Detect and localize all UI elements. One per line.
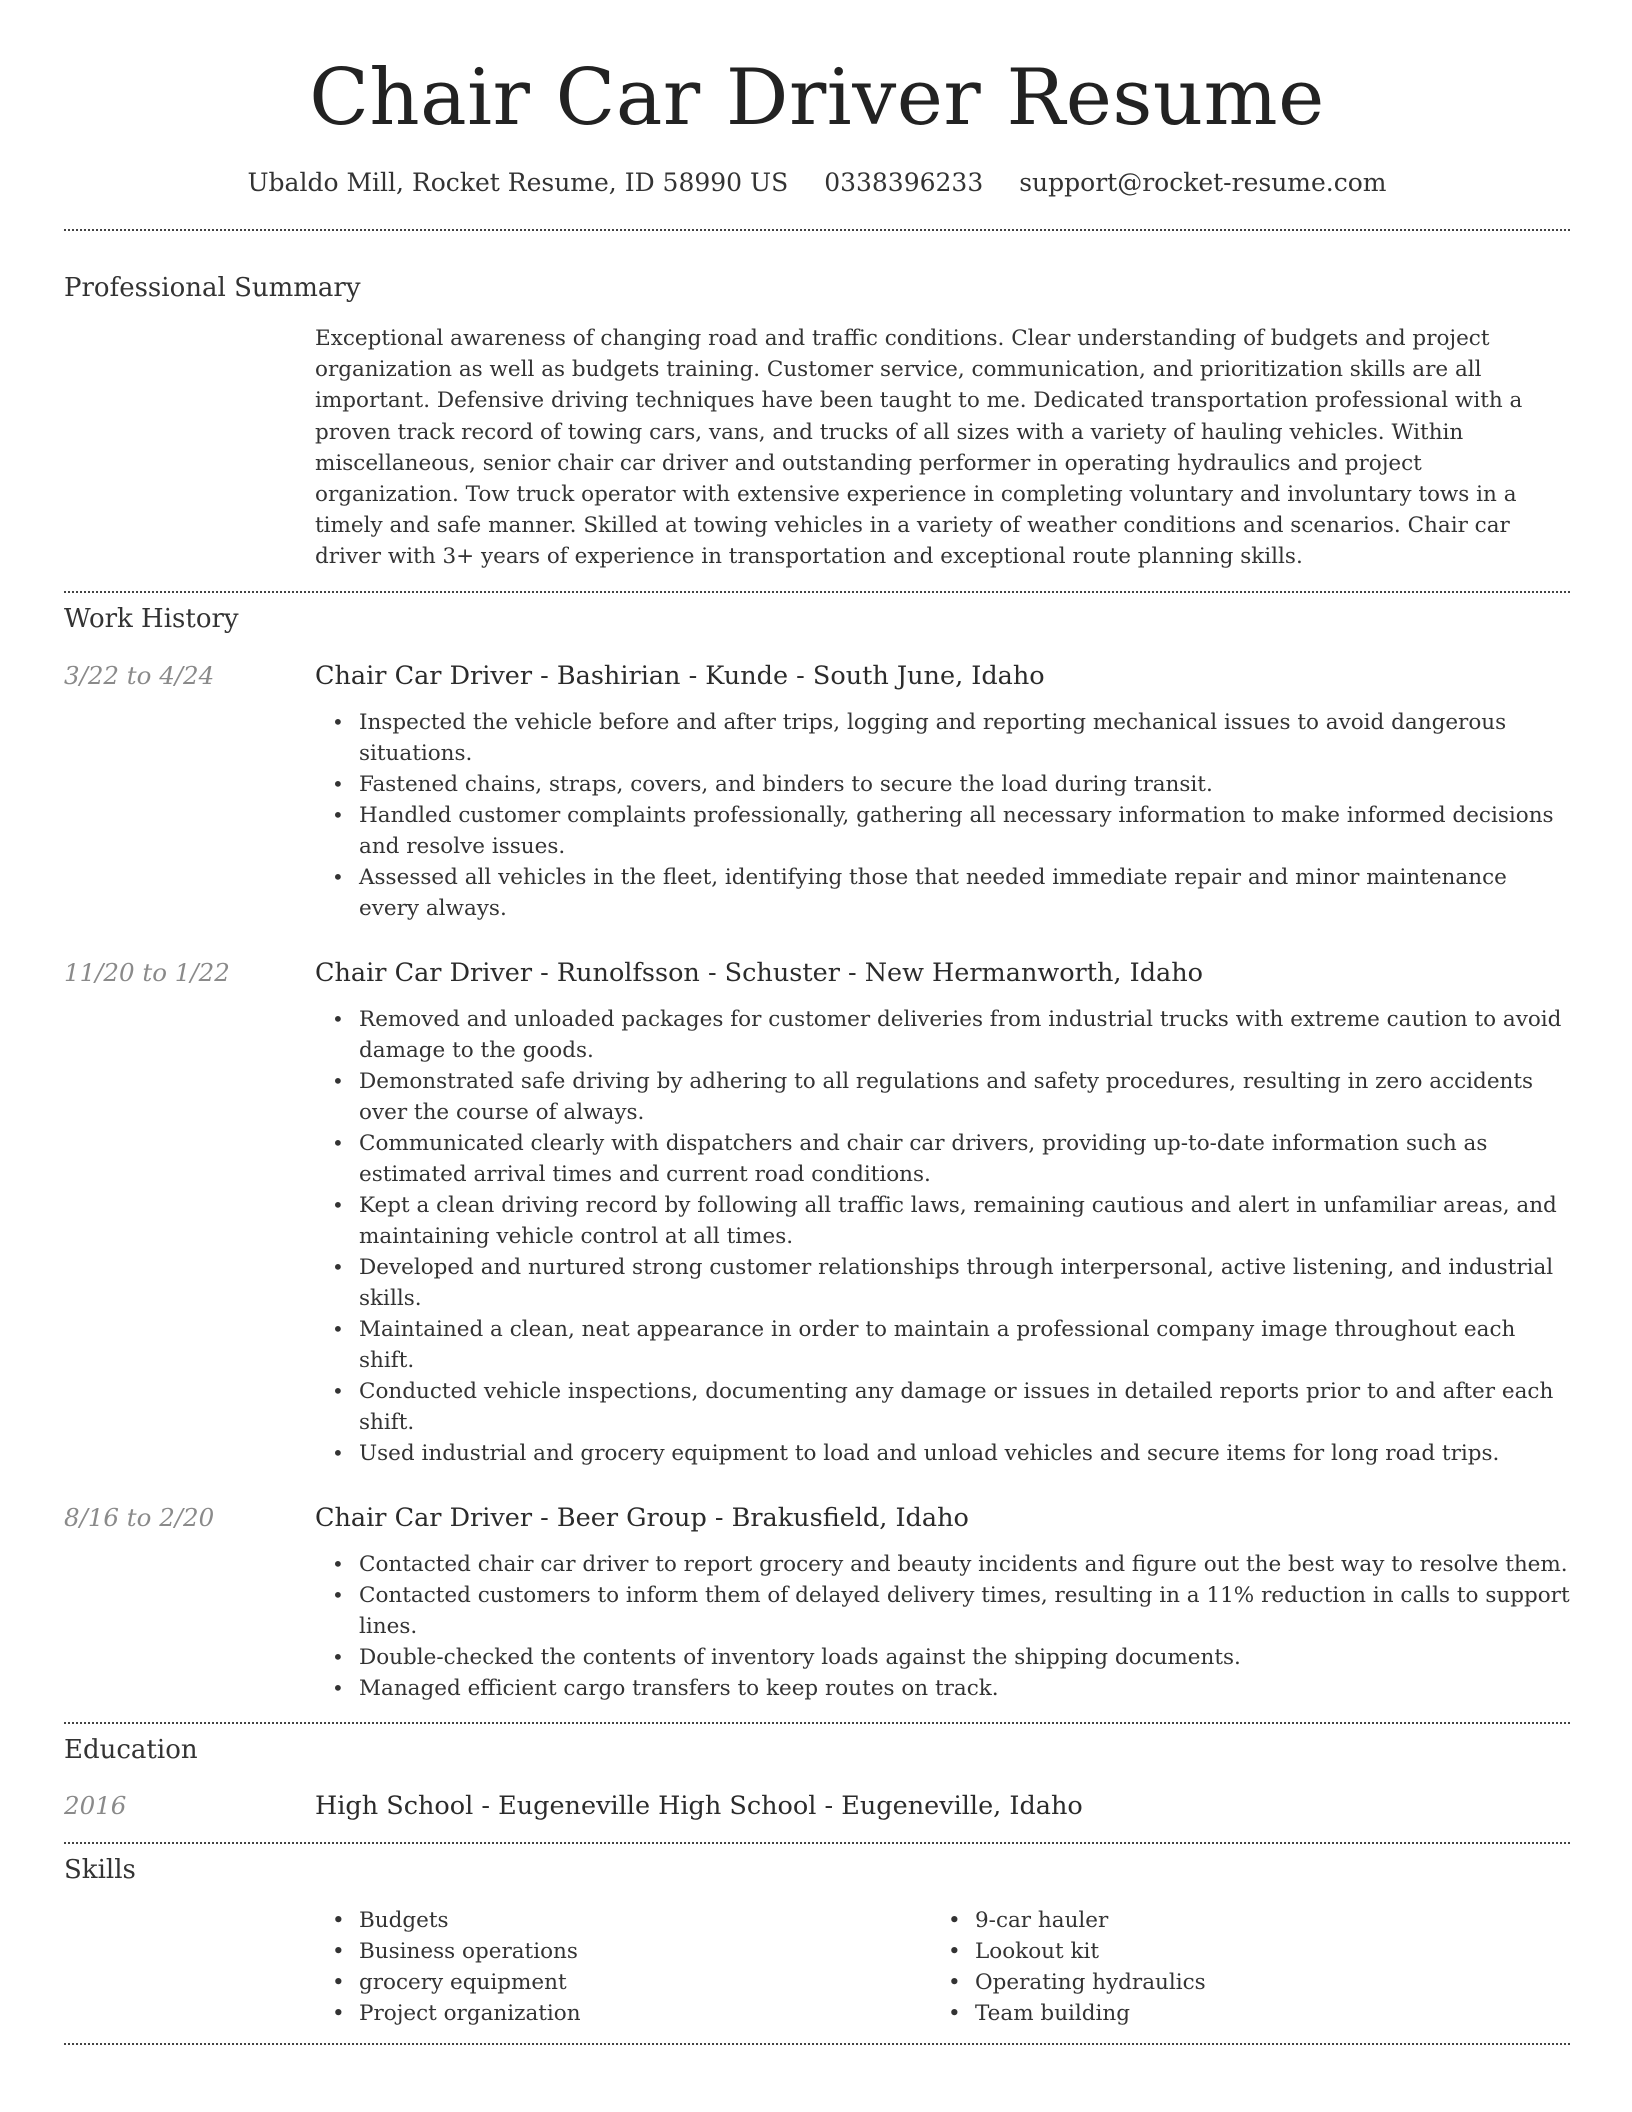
summary-heading: Professional Summary <box>64 273 361 303</box>
list-item: • Fastened chains, straps, covers, and binders to secure the load during transit. <box>332 771 1213 797</box>
job-date: 8/16 to 2/20 <box>64 1502 215 1532</box>
skills-list <box>315 1905 1570 2029</box>
list-item: • Removed and unloaded packages for customer deliveries from industrial trucks with extreme caution to avoid damage to the goods. <box>332 1006 1562 1063</box>
list-item: • Managed efficient cargo transfers to keep routes on track. <box>332 1675 999 1701</box>
skill-item: • Operating hydraulics <box>948 1969 1206 1995</box>
divider <box>64 591 1570 593</box>
work-history-heading: Work History <box>64 603 239 634</box>
contact-email: support@rocket-resume.com <box>1019 168 1387 197</box>
list-item: • Communicated clearly with dispatchers and chair car drivers, providing up-to-date information such as estimated arrival times and current road conditions. <box>332 1130 1488 1187</box>
skill-item: • 9-car hauler <box>948 1907 1109 1933</box>
skill-item: • grocery equipment <box>332 1969 567 1995</box>
skill-item: • Business operations <box>332 1938 578 1964</box>
resume-page <box>64 0 1570 2045</box>
skill-item: • Team building <box>948 2000 1131 2026</box>
job-entry <box>64 956 1570 1469</box>
contact-address: Ubaldo Mill, Rocket Resume, ID 58990 US <box>247 168 789 197</box>
skill-item: • Project organization <box>332 2000 581 2026</box>
resume-title: Chair Car Driver Resume <box>309 53 1325 143</box>
job-duties <box>315 707 1570 924</box>
list-item: • Kept a clean driving record by following all traffic laws, remaining cautious and alert in unfamiliar areas, and maintaining vehicle control at all times. <box>332 1192 1557 1249</box>
list-item: • Contacted chair car driver to report grocery and beauty incidents and figure out the best way to resolve them. <box>332 1551 1568 1577</box>
list-item: • Conducted vehicle inspections, documenting any damage or issues in detailed reports prior to and after each shift. <box>332 1378 1554 1435</box>
job-duties <box>315 1549 1570 1704</box>
job-entry <box>64 1501 1570 1704</box>
job-entry <box>64 659 1570 924</box>
job-date: 3/22 to 4/24 <box>64 660 215 690</box>
education-title: High School - Eugeneville High School - Eugeneville, Idaho <box>315 1790 1083 1821</box>
list-item: • Contacted customers to inform them of delayed delivery times, resulting in a 11% reduction in calls to support lines. <box>332 1582 1570 1639</box>
job-title: Chair Car Driver - Runolfsson - Schuster - New Hermanworth, Idaho <box>315 957 1203 988</box>
divider <box>64 1722 1570 1724</box>
contact-line <box>64 166 1570 200</box>
skills-heading: Skills <box>64 1854 136 1885</box>
skill-item: • Budgets <box>332 1907 449 1933</box>
education-date: 2016 <box>64 1790 127 1820</box>
list-item: • Double-checked the contents of inventory loads against the shipping documents. <box>332 1644 1241 1670</box>
job-title: Chair Car Driver - Beer Group - Brakusfield, Idaho <box>315 1502 969 1533</box>
list-item: • Used industrial and grocery equipment to load and unload vehicles and secure items for long road trips. <box>332 1440 1500 1466</box>
list-item: • Assessed all vehicles in the fleet, identifying those that needed immediate repair and minor maintenance every always. <box>332 864 1507 921</box>
skills-column-left <box>315 1905 931 2029</box>
divider <box>64 229 1570 231</box>
list-item: • Inspected the vehicle before and after trips, logging and reporting mechanical issues to avoid dangerous situations. <box>332 709 1507 766</box>
job-title: Chair Car Driver - Bashirian - Kunde - South June, Idaho <box>315 660 1045 691</box>
education-entry <box>64 1789 1570 1823</box>
contact-phone: 0338396233 <box>824 168 984 197</box>
job-duties <box>315 1004 1570 1469</box>
divider <box>64 1842 1570 1844</box>
list-item: • Maintained a clean, neat appearance in order to maintain a professional company image throughout each shift. <box>332 1316 1516 1373</box>
summary-text: Exceptional awareness of changing road and traffic conditions. Clear understanding of budgets and project organization as well as budgets training. Customer service, communication, and prioritization skills are all important. Defensive driving techniques have been taught to me. Dedicated transportation professional with a proven track record of towing cars, vans, and trucks of all sizes with a variety of hauling vehicles. Within miscellaneous, senior chair car driver and outstanding performer in operating hydraulics and project organization. Tow truck operator with extensive experience in completing voluntary and involuntary tows in a timely and safe manner. Skilled at towing vehicles in a variety of weather conditions and scenarios. Chair car driver with 3+ years of experience in transportation and exceptional route planning skills. <box>315 326 1523 570</box>
divider <box>64 2043 1570 2045</box>
list-item: • Demonstrated safe driving by adhering to all regulations and safety procedures, resulting in zero accidents over the course of always. <box>332 1068 1534 1125</box>
education-heading: Education <box>64 1734 198 1765</box>
job-date: 11/20 to 1/22 <box>64 957 230 987</box>
skill-item: • Lookout kit <box>948 1938 1100 1964</box>
skills-column-right <box>931 1905 1547 2029</box>
list-item: • Developed and nurtured strong customer relationships through interpersonal, active listening, and industrial skills. <box>332 1254 1554 1311</box>
list-item: • Handled customer complaints professionally, gathering all necessary information to make informed decisions and resolve issues. <box>332 802 1554 859</box>
